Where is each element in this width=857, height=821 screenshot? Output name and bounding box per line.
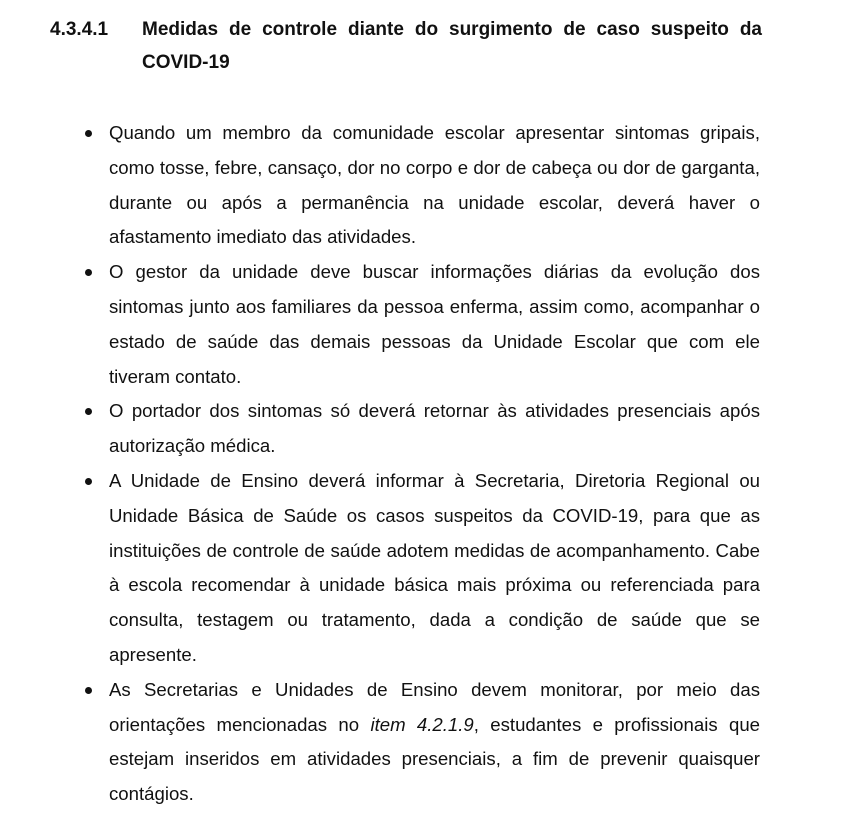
section-title: Medidas de controle diante do surgimento de caso suspeito da COVID-19 xyxy=(142,19,762,73)
section-number: 4.3.4.1 xyxy=(50,19,109,40)
bullet-item-monitoring xyxy=(80,673,760,812)
bullet-item-return-authorization xyxy=(80,394,760,464)
bullet-text: A Unidade de Ensino deverá informar à Secretaria, Diretoria Regional ou Unidade Básica de Saúde os casos suspeitos da COVID-19, para que as instituições de controle de saúde adotem medidas de acompanhamento. Cabe à escola recomendar à unidade básica mais próxima ou referenciada para consulta, testagem ou tratamento, dada a condição de saúde que se apresente. xyxy=(109,469,760,665)
bullet-text: O gestor da unidade deve buscar informações diárias da evolução dos sintomas junto aos familiares da pessoa enferma, assim como, acompanhar o estado de saúde das demais pessoas da Unidade Escolar que com ele tiveram contato. xyxy=(109,261,760,387)
bullet-icon xyxy=(85,408,92,415)
bullet-icon xyxy=(85,130,92,137)
bullet-text-before: As Secretarias e Unidades de Ensino devem monitorar, por meio das orientações mencionadas no xyxy=(109,678,760,735)
section-heading xyxy=(50,13,770,79)
bullet-text: O portador dos sintomas só deverá retornar às atividades presenciais após autorização médica. xyxy=(109,400,760,457)
item-reference: item 4.2.1.9 xyxy=(370,713,474,735)
bullet-list xyxy=(80,116,760,812)
bullet-text-after: , estudantes e profissionais que estejam inseridos em atividades presenciais, a fim de prevenir quaisquer contágios. xyxy=(109,713,760,805)
bullet-icon xyxy=(85,269,92,276)
bullet-text: Quando um membro da comunidade escolar apresentar sintomas gripais, como tosse, febre, cansaço, dor no corpo e dor de cabeça ou dor de garganta, durante ou após a permanência na unidade escolar, deverá haver o afastamento imediato das atividades. xyxy=(109,122,760,248)
bullet-icon xyxy=(85,478,92,485)
bullet-item-symptoms-removal xyxy=(80,116,760,255)
bullet-item-manager-follow-up xyxy=(80,255,760,394)
bullet-icon xyxy=(85,687,92,694)
bullet-item-report-cases xyxy=(80,464,760,673)
